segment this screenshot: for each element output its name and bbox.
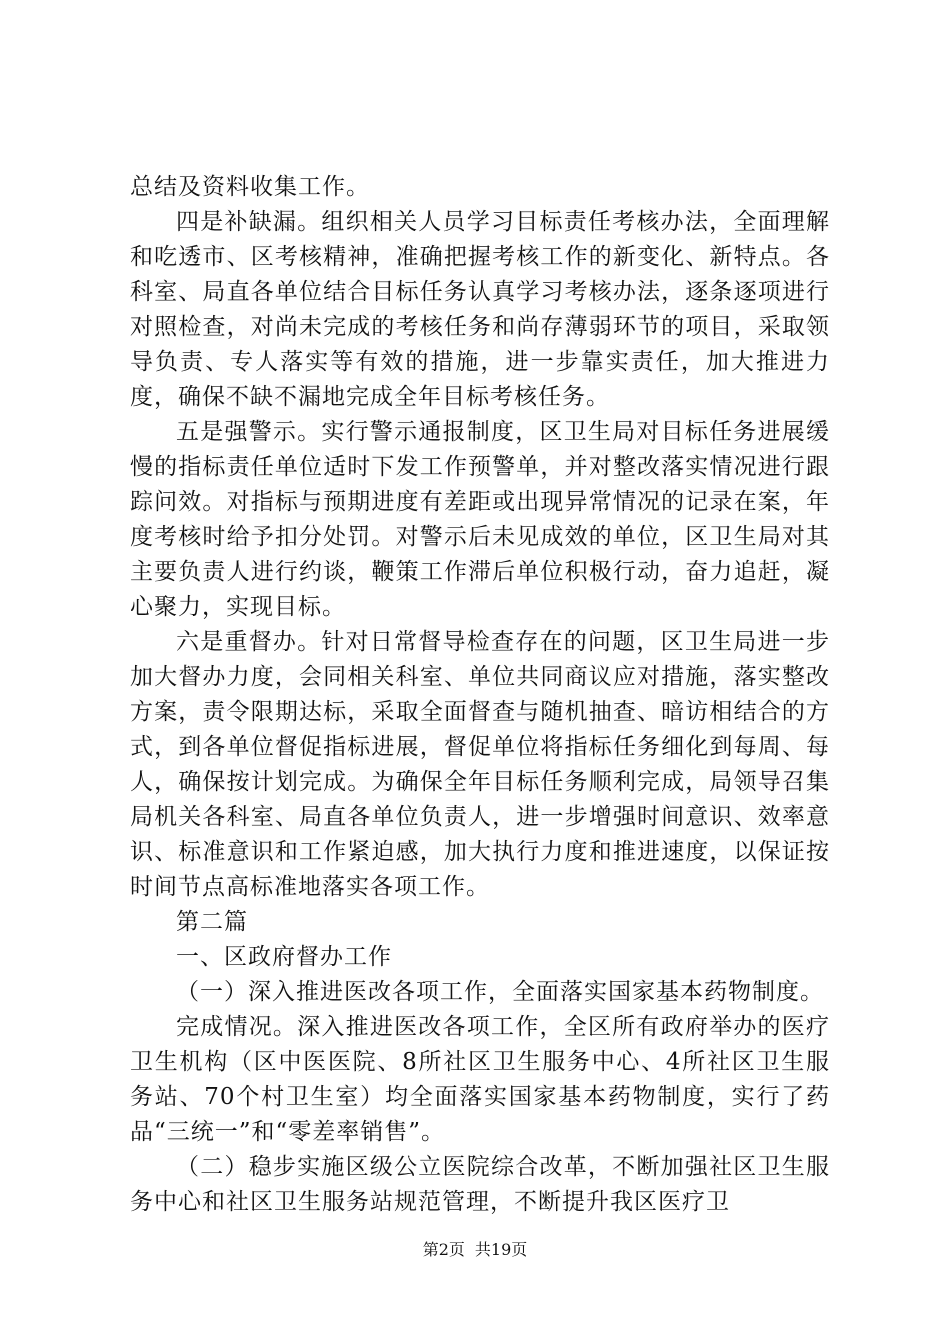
paragraph: （二）稳步实施区级公立医院综合改革，不断加强社区卫生服务中心和社区卫生服务站规范管理，不断提升我区医疗卫 bbox=[130, 1154, 830, 1215]
paragraph: 四是补缺漏。组织相关人员学习目标责任考核办法，全面理解和吃透市、区考核精神，准确把握考核工作的新变化、新特点。各科室、局直各单位结合目标任务认真学习考核办法，逐条逐项进行对照检查，对尚未完成的考核任务和尚存薄弱环节的项目，采取领导负责、专人落实等有效的措施，进一步靠实责任，加大推进力度，确保不缺不漏地完成全年目标考核任务。 bbox=[130, 209, 830, 410]
page-number: 第2页 bbox=[422, 1240, 465, 1259]
page-footer bbox=[0, 1240, 950, 1260]
paragraph: 五是强警示。实行警示通报制度，区卫生局对目标任务进展缓慢的指标责任单位适时下发工作预警单，并对整改落实情况进行跟踪问效。对指标与预期进度有差距或出现异常情况的记录在案，年度考核时给予扣分处罚。对警示后未见成效的单位，区卫生局对其主要负责人进行约谈，鞭策工作滞后单位积极行动，奋力追赶，凝心聚力，实现目标。 bbox=[130, 419, 830, 620]
section-subheading: 一、区政府督办工作 bbox=[176, 944, 392, 970]
paragraph: （一）深入推进医改各项工作，全面落实国家基本药物制度。 bbox=[176, 979, 824, 1005]
paragraph: 完成情况。深入推进医改各项工作，全区所有政府举办的医疗卫生机构（区中医医院、8所社区卫生服务中心、4所社区卫生服务站、70个村卫生室）均全面落实国家基本药物制度，实行了药品“三统一”和“零差率销售”。 bbox=[130, 1014, 830, 1145]
section-heading: 第二篇 bbox=[176, 909, 248, 935]
document-body bbox=[130, 170, 830, 1220]
page-total: 共19页 bbox=[474, 1240, 528, 1259]
paragraph: 六是重督办。针对日常督导检查存在的问题，区卫生局进一步加大督办力度，会同相关科室、单位共同商议应对措施，落实整改方案，责令限期达标，采取全面督查与随机抽查、暗访相结合的方式，到各单位督促指标进展，督促单位将指标任务细化到每周、每人，确保按计划完成。为确保全年目标任务顺利完成，局领导召集局机关各科室、局直各单位负责人，进一步增强时间意识、效率意识、标准意识和工作紧迫感，加大执行力度和推进速度，以保证按时间节点高标准地落实各项工作。 bbox=[130, 629, 830, 900]
paragraph: 总结及资料收集工作。 bbox=[130, 174, 370, 200]
